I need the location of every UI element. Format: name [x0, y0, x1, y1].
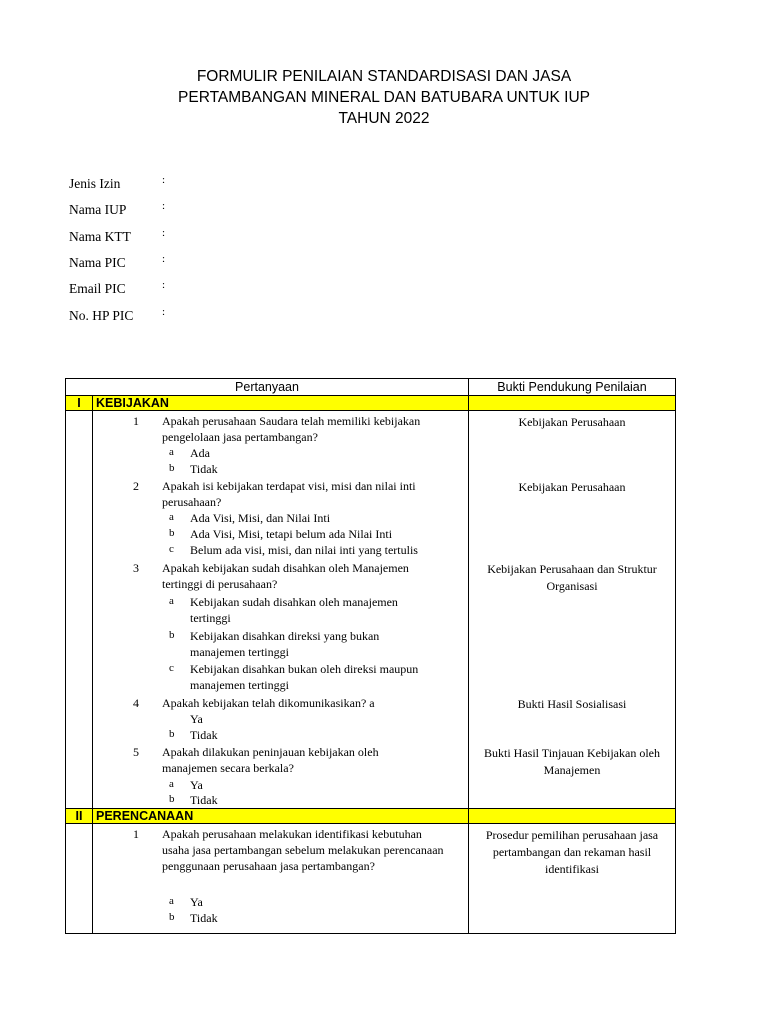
question-number: 1 — [133, 827, 139, 841]
field-colon-no-hp-pic: : — [162, 306, 166, 318]
question-text-line: manajemen secara berkala? — [162, 761, 294, 775]
field-label-email-pic: Email PIC — [69, 281, 126, 296]
evidence-cell — [469, 824, 676, 934]
option-text: Tidak — [190, 793, 218, 807]
option-text: Ya — [190, 895, 203, 909]
option-text-line: Kebijakan disahkan direksi yang bukan — [190, 629, 380, 643]
section-label: PERENCANAAN — [93, 809, 469, 824]
section-body-kebijakan — [66, 411, 676, 809]
option-letter: b — [169, 911, 175, 923]
evidence-text-line: identifikasi — [545, 862, 599, 876]
question-text-line: Apakah perusahaan Saudara telah memiliki kebijakan — [162, 414, 421, 428]
section-number: I — [66, 396, 93, 411]
assessment-table — [65, 378, 676, 934]
option-text: Ya — [190, 778, 203, 792]
question-text-line: penggunaan perusahaan jasa pertambangan? — [162, 859, 375, 873]
question-text — [162, 478, 416, 510]
question-number: 1 — [133, 414, 139, 428]
field-label-nama-pic: Nama PIC — [69, 255, 126, 270]
evidence-text: Bukti Hasil Sosialisasi — [517, 697, 627, 711]
evidence-cell — [469, 411, 676, 809]
form-title — [0, 66, 768, 129]
question-text-line: Apakah dilakukan peninjauan kebijakan oleh — [162, 745, 379, 759]
question-text-line: perusahaan? — [162, 495, 222, 509]
title-line-1: FORMULIR PENILAIAN STANDARDISASI DAN JASA — [196, 68, 572, 85]
evidence-text-line: Bukti Hasil Tinjauan Kebijakan oleh — [484, 746, 660, 760]
question-cell — [93, 824, 469, 934]
evidence-text-line: Organisasi — [546, 579, 598, 593]
section-body-perencanaan — [66, 824, 676, 934]
option-text — [190, 594, 398, 626]
option-text: Belum ada visi, misi, dan nilai inti yang tertulis — [190, 543, 418, 557]
option-letter: a — [169, 595, 174, 607]
option-text-line: Kebijakan disahkan bukan oleh direksi maupun — [190, 662, 419, 676]
question-text — [162, 413, 420, 445]
title-line-2: PERTAMBANGAN MINERAL DAN BATUBARA UNTUK IUP — [178, 89, 590, 106]
section-row-perencanaan — [66, 809, 676, 824]
evidence-text-line: Kebijakan Perusahaan dan Struktur — [487, 562, 657, 576]
section-index-cell — [66, 824, 93, 934]
field-label-nama-iup: Nama IUP — [69, 202, 127, 217]
option-text-line: manajemen tertinggi — [190, 645, 289, 659]
question-number: 4 — [133, 696, 139, 710]
field-label-jenis-izin: Jenis Izin — [69, 176, 121, 191]
section-row-kebijakan — [66, 396, 676, 411]
question-text — [162, 826, 444, 874]
evidence-text-line: Manajemen — [543, 763, 601, 777]
field-label-no-hp-pic: No. HP PIC — [69, 308, 134, 323]
question-number: 5 — [133, 745, 139, 759]
section-evidence-cell — [469, 809, 676, 824]
question-text — [162, 560, 409, 592]
option-text-line: tertinggi — [190, 611, 231, 625]
option-letter: a — [169, 446, 174, 458]
section-number: II — [66, 809, 93, 824]
option-letter: a — [169, 511, 174, 523]
section-label: KEBIJAKAN — [93, 396, 469, 411]
evidence-text — [469, 561, 675, 595]
option-text-line: Kebijakan sudah disahkan oleh manajemen — [190, 595, 398, 609]
table-header-row — [66, 379, 676, 396]
evidence-text — [469, 827, 675, 878]
option-letter: c — [169, 662, 174, 674]
option-text: Tidak — [190, 462, 218, 476]
option-text-line: manajemen tertinggi — [190, 678, 289, 692]
evidence-text-line: pertambangan dan rekaman hasil — [492, 845, 652, 859]
option-text: Ada — [190, 446, 210, 460]
question-text-line: Apakah kebijakan sudah disahkan oleh Manajemen — [162, 561, 409, 575]
section-evidence-cell — [469, 396, 676, 411]
option-text — [190, 628, 379, 660]
question-text — [162, 744, 379, 776]
option-text: Ada Visi, Misi, dan Nilai Inti — [190, 511, 331, 525]
option-text: Tidak — [190, 728, 218, 742]
question-text-line: usaha jasa pertambangan sebelum melakukan perencanaan — [162, 843, 444, 857]
field-colon-email-pic: : — [162, 279, 166, 291]
field-colon-nama-pic: : — [162, 253, 166, 265]
option-text: Ya — [190, 712, 203, 726]
option-text: Ada Visi, Misi, tetapi belum ada Nilai Inti — [190, 527, 393, 541]
option-letter: c — [169, 543, 174, 555]
option-letter: b — [169, 793, 175, 805]
option-text — [190, 661, 418, 693]
question-text-line: pengelolaan jasa pertambangan? — [162, 430, 318, 444]
question-text-line: Apakah perusahaan melakukan identifikasi kebutuhan — [162, 827, 422, 841]
question-text: Apakah kebijakan telah dikomunikasikan? a — [162, 696, 375, 710]
field-colon-nama-iup: : — [162, 200, 166, 212]
question-text-line: tertinggi di perusahaan? — [162, 577, 278, 591]
question-number: 2 — [133, 479, 139, 493]
section-index-cell — [66, 411, 93, 809]
option-letter: a — [169, 895, 174, 907]
title-line-3: TAHUN 2022 — [338, 110, 430, 127]
option-letter: b — [169, 728, 175, 740]
evidence-text — [469, 745, 675, 779]
option-letter: a — [169, 778, 174, 790]
evidence-text-line: Prosedur pemilihan perusahaan jasa — [485, 828, 659, 842]
field-label-nama-ktt: Nama KTT — [69, 229, 131, 244]
evidence-text: Kebijakan Perusahaan — [518, 415, 626, 429]
question-text-line: Apakah isi kebijakan terdapat visi, misi dan nilai inti — [162, 479, 416, 493]
header-evidence: Bukti Pendukung Penilaian — [469, 379, 676, 396]
question-number: 3 — [133, 561, 139, 575]
field-colon-nama-ktt: : — [162, 227, 166, 239]
header-question: Pertanyaan — [66, 379, 469, 396]
option-letter: b — [169, 629, 175, 641]
question-cell — [93, 411, 469, 809]
option-letter: b — [169, 462, 175, 474]
evidence-text: Kebijakan Perusahaan — [518, 480, 626, 494]
option-text: Tidak — [190, 911, 218, 925]
option-letter: b — [169, 527, 175, 539]
field-colon-jenis-izin: : — [162, 174, 166, 186]
